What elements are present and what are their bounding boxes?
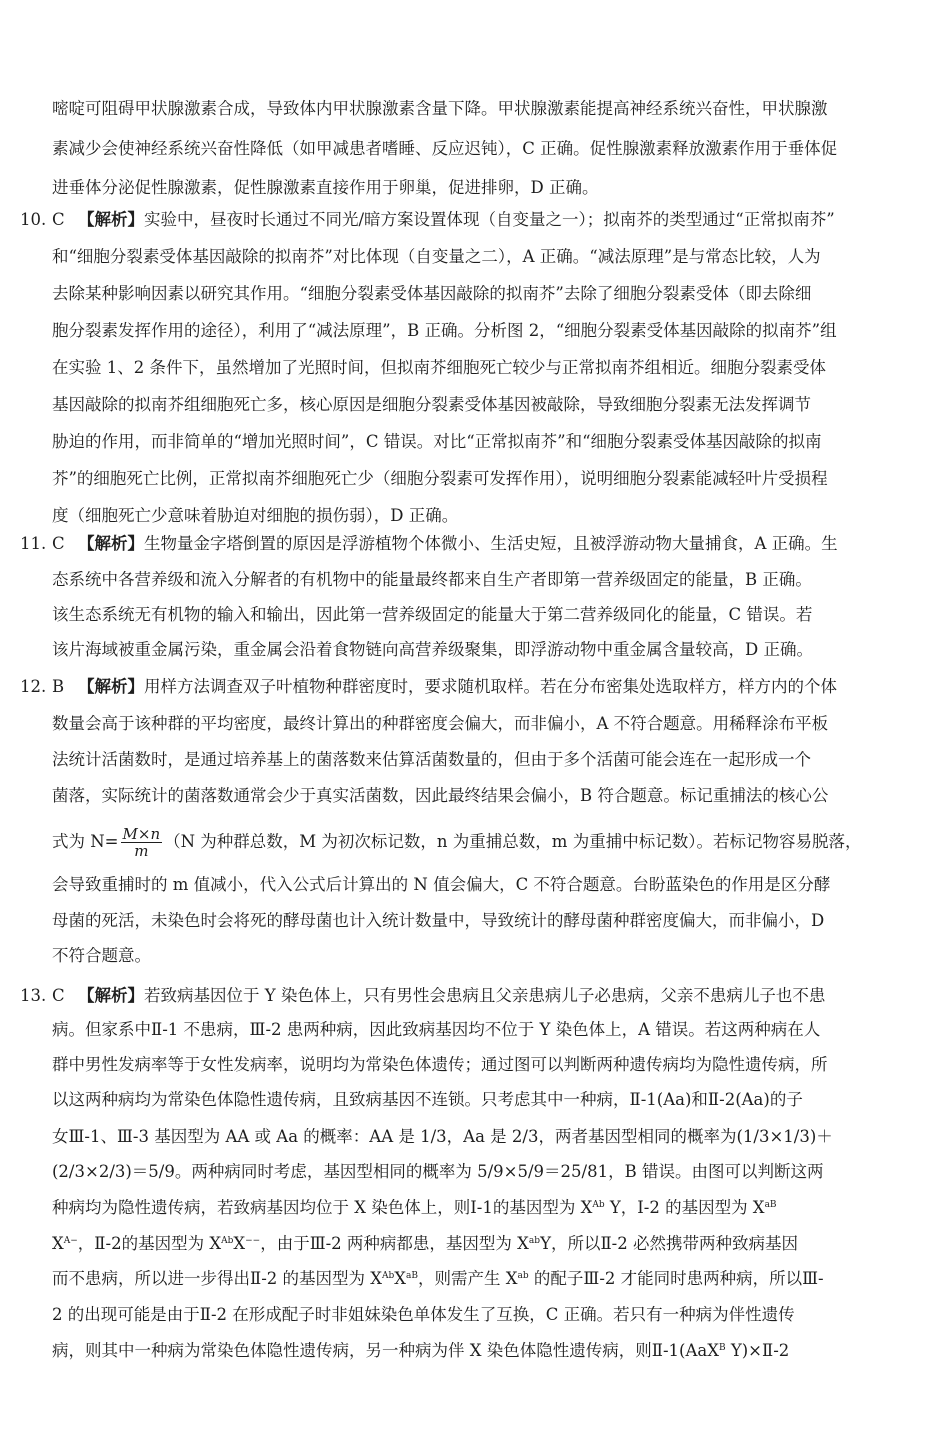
superscript: A− bbox=[63, 1236, 78, 1246]
text-line bbox=[52, 1334, 789, 1368]
text-segment: Y)×Ⅱ-2 bbox=[725, 1341, 790, 1360]
text-segment: X bbox=[394, 1269, 407, 1288]
text-line: 和“细胞分裂素受体基因敲除的拟南芥”对比体现（自变量之二），A 正确。“减法原理”是与常态比较，人为 bbox=[52, 247, 821, 266]
text-line: 基因敲除的拟南芥组细胞死亡多，核心原因是细胞分裂素受体基因被敲除，导致细胞分裂素无法发挥调节 bbox=[52, 395, 811, 414]
superscript: Ab bbox=[592, 1200, 605, 1210]
fraction-numerator: M×n bbox=[122, 825, 161, 843]
superscript: aB bbox=[406, 1271, 419, 1281]
text-line: 态系统中各营养级和流入分解者的有机物中的能量最终都来自生产者即第一营养级固定的能量，B 正确。 bbox=[52, 570, 812, 589]
superscript: Ab bbox=[382, 1271, 395, 1281]
answer-letter: C bbox=[52, 534, 65, 553]
text-line: 胁迫的作用，而非简单的“增加光照时间”，C 错误。对比“正常拟南芥”和“细胞分裂素受体基因敲除的拟南 bbox=[52, 432, 822, 451]
answer-letter: C bbox=[52, 986, 65, 1005]
text-segment: Y，Ⅰ-2 的基因型为 X bbox=[604, 1198, 765, 1217]
analysis-tag: 【解析】 bbox=[78, 986, 144, 1005]
text-line: (2/3×2/3)＝5/9。两种病同时考虑，基因型相同的概率为 5/9×5/9＝25/81，B 错误。由图可以判断这两 bbox=[52, 1162, 824, 1181]
question-11-first-line bbox=[20, 527, 838, 561]
superscript: ab bbox=[528, 1236, 541, 1246]
text-line: 不符合题意。 bbox=[52, 946, 151, 965]
analysis-tag: 【解析】 bbox=[78, 677, 144, 696]
text-line: 嘧啶可阻碍甲状腺激素合成，导致体内甲状腺激素含量下降。甲状腺激素能提高神经系统兴奋性，甲状腺激 bbox=[52, 99, 828, 118]
superscript: ab bbox=[517, 1271, 529, 1281]
text-line: 群中男性发病率等于女性发病率，说明均为常染色体遗传；通过图可以判断两种遗传病均为隐性遗传病，所 bbox=[52, 1055, 828, 1074]
formula-line bbox=[52, 822, 861, 862]
question-number: 11. bbox=[20, 534, 47, 553]
text-line: 芥”的细胞死亡比例，正常拟南芥细胞死亡少（细胞分裂素可发挥作用），说明细胞分裂素能减轻叶片受损程 bbox=[52, 469, 828, 488]
text-line: 胞分裂素发挥作用的途径），利用了“减法原理”，B 正确。分析图 2，“细胞分裂素受体基因敲除的拟南芥”组 bbox=[52, 321, 837, 340]
text-line: 2 的出现可能是由于Ⅱ-2 在形成配子时非姐妹染色单体发生了互换，C 正确。若只有一种病为伴性遗传 bbox=[52, 1305, 795, 1324]
question-12-first-line bbox=[20, 670, 837, 704]
analysis-tag: 【解析】 bbox=[78, 210, 144, 229]
text-line: 数量会高于该种群的平均密度，最终计算出的种群密度会偏大，而非偏小，A 不符合题意。用稀释涂布平板 bbox=[52, 714, 829, 733]
answer-letter: B bbox=[52, 677, 65, 696]
formula-suffix: （N 为种群总数，M 为初次标记数，n 为重捕总数，m 为重捕中标记数）。若标记物容易脱落， bbox=[164, 832, 862, 851]
text-segment: ，Ⅱ-2的基因型为 X bbox=[77, 1234, 222, 1253]
text-line: 母菌的死活，未染色时会将死的酵母菌也计入统计数量中，导致统计的酵母菌种群密度偏大，而非偏小，D bbox=[52, 911, 825, 930]
text-segment: 而不患病，所以进一步得出Ⅱ-2 的基因型为 X bbox=[52, 1269, 383, 1288]
question-number: 12. bbox=[20, 677, 47, 696]
text-line: 女Ⅲ-1、Ⅲ-3 基因型为 AA 或 Aa 的概率：AA 是 1/3，Aa 是 2/3，两者基因型相同的概率为(1/3×1/3)＋ bbox=[52, 1127, 833, 1146]
superscript: Ab bbox=[221, 1236, 234, 1246]
question-13-first-line bbox=[20, 979, 825, 1013]
text-line: 以这两种病均为常染色体隐性遗传病，且致病基因不连锁。只考虑其中一种病，Ⅱ-1(Aa)和Ⅱ-2(Aa)的子 bbox=[52, 1090, 803, 1109]
text-segment: ，则需产生 X bbox=[418, 1269, 518, 1288]
text-line: 病。但家系中Ⅱ-1 不患病，Ⅲ-2 患两种病，因此致病基因均不位于 Y 染色体上，A 错误。若这两种病在人 bbox=[52, 1020, 821, 1039]
text-segment: X bbox=[233, 1234, 246, 1253]
superscript: B bbox=[718, 1343, 726, 1353]
text-line: 菌落，实际统计的菌落数通常会少于真实活菌数，因此最终结果会偏小，B 符合题意。标记重捕法的核心公 bbox=[52, 786, 829, 805]
fraction-denominator: m bbox=[134, 842, 149, 860]
text-segment: 种病均为隐性遗传病，若致病基因均位于 X 染色体上，则Ⅰ-1的基因型为 X bbox=[52, 1198, 593, 1217]
text-line: 实验中，昼夜时长通过不同光/暗方案设置体现（自变量之一）；拟南芥的类型通过“正常拟南芥” bbox=[144, 210, 835, 229]
text-line: 度（细胞死亡少意味着胁迫对细胞的损伤弱），D 正确。 bbox=[52, 506, 459, 525]
text-line: 素减少会使神经系统兴奋性降低（如甲减患者嗜睡、反应迟钝），C 正确。促性腺激素释放激素作用于垂体促 bbox=[52, 139, 838, 158]
text-line: 进垂体分泌促性腺激素，促性腺激素直接作用于卵巢，促进排卵，D 正确。 bbox=[52, 178, 599, 197]
answer-letter: C bbox=[52, 210, 65, 229]
text-line: 用样方法调查双子叶植物种群密度时，要求随机取样。若在分布密集处选取样方，样方内的个体 bbox=[144, 677, 837, 696]
text-segment: ，由于Ⅲ-2 两种病都患，基因型为 X bbox=[260, 1234, 529, 1253]
text-line: 生物量金字塔倒置的原因是浮游植物个体微小、生活史短，且被浮游动物大量捕食，A 正确。生 bbox=[144, 534, 838, 553]
formula-prefix: 式为 N= bbox=[52, 832, 119, 851]
text-segment: Y，所以Ⅱ-2 必然携带两种致病基因 bbox=[540, 1234, 798, 1253]
text-line: 在实验 1、2 条件下，虽然增加了光照时间，但拟南芥细胞死亡较少与正常拟南芥组相近。细胞分裂素受体 bbox=[52, 358, 826, 377]
text-line: 会导致重捕时的 m 值减小，代入公式后计算出的 N 值会偏大，C 不符合题意。台盼蓝染色的作用是区分酵 bbox=[52, 875, 831, 894]
text-line: 去除某种影响因素以研究其作用。“细胞分裂素受体基因敲除的拟南芥”去除了细胞分裂素受体（即去除细 bbox=[52, 284, 812, 303]
text-line bbox=[52, 1191, 777, 1225]
text-line: 该生态系统无有机物的输入和输出，因此第一营养级固定的能量大于第二营养级同化的能量，C 错误。若 bbox=[52, 605, 813, 624]
text-line: 法统计活菌数时，是通过培养基上的菌落数来估算活菌数量的，但由于多个活菌可能会连在一起形成一个 bbox=[52, 750, 811, 769]
analysis-tag: 【解析】 bbox=[78, 534, 144, 553]
fraction bbox=[121, 826, 163, 859]
question-number: 13. bbox=[20, 986, 47, 1005]
superscript: −− bbox=[245, 1236, 261, 1246]
text-segment: 病，则其中一种病为常染色体隐性遗传病，另一种病为伴 X 染色体隐性遗传病，则Ⅱ-1(AaX bbox=[52, 1341, 719, 1360]
superscript: aB bbox=[764, 1200, 777, 1210]
question-10-first-line bbox=[20, 203, 835, 237]
text-segment: 的配子Ⅲ-2 才能同时患两种病，所以Ⅲ- bbox=[528, 1269, 824, 1288]
text-line bbox=[52, 1262, 824, 1296]
text-segment: X bbox=[52, 1234, 64, 1253]
text-line: 该片海域被重金属污染，重金属会沿着食物链向高营养级聚集，即浮游动物中重金属含量较高，D 正确。 bbox=[52, 640, 813, 659]
text-line: 若致病基因位于 Y 染色体上，只有男性会患病且父亲患病儿子必患病，父亲不患病儿子也不患 bbox=[144, 986, 826, 1005]
question-number: 10. bbox=[20, 210, 47, 229]
text-line bbox=[52, 1227, 798, 1261]
